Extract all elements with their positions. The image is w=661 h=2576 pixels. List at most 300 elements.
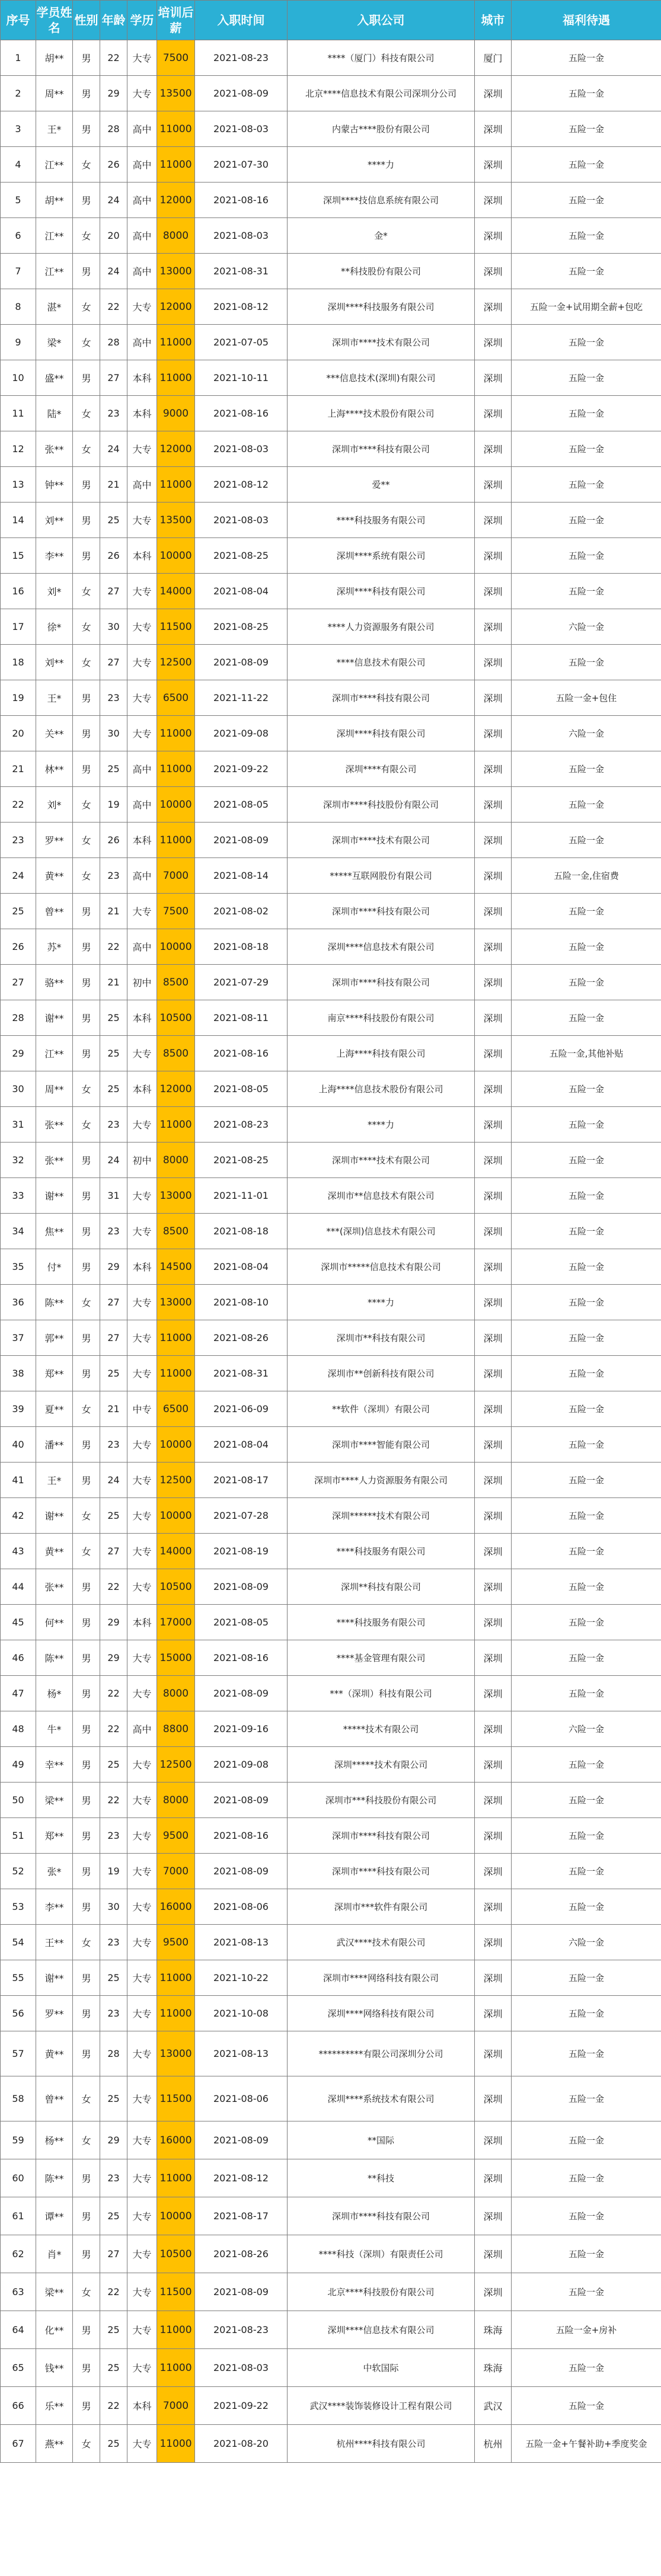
- cell-no: 38: [1, 1356, 36, 1391]
- cell-name: 谢**: [36, 1178, 73, 1214]
- cell-gender: 女: [73, 1498, 100, 1534]
- cell-salary: 10000: [157, 929, 195, 965]
- cell-age: 28: [100, 2031, 127, 2076]
- cell-company: **国际: [288, 2121, 475, 2159]
- cell-salary: 11500: [157, 2273, 195, 2311]
- cell-name: 焦**: [36, 1214, 73, 1249]
- cell-name: 李**: [36, 538, 73, 574]
- cell-city: 深圳: [475, 1107, 512, 1143]
- cell-name: 谢**: [36, 1498, 73, 1534]
- cell-gender: 女: [73, 2425, 100, 2463]
- cell-company: **********有限公司深圳分公司: [288, 2031, 475, 2076]
- cell-name: 陈**: [36, 1640, 73, 1676]
- table-row: [1, 680, 661, 716]
- cell-edu: 本科: [127, 823, 157, 858]
- cell-age: 23: [100, 1427, 127, 1463]
- cell-no: 10: [1, 360, 36, 396]
- cell-salary: 11000: [157, 751, 195, 787]
- table-row: [1, 574, 661, 609]
- cell-welfare: 六险一金: [512, 1925, 661, 1960]
- cell-edu: 大专: [127, 1463, 157, 1498]
- cell-company: 深圳市****科技有限公司: [288, 431, 475, 467]
- table-row: [1, 431, 661, 467]
- cell-age: 23: [100, 858, 127, 894]
- cell-age: 23: [100, 2159, 127, 2197]
- cell-gender: 女: [73, 2273, 100, 2311]
- cell-name: 江**: [36, 218, 73, 254]
- cell-gender: 男: [73, 1249, 100, 1285]
- cell-date: 2021-08-03: [195, 503, 288, 538]
- cell-gender: 男: [73, 1143, 100, 1178]
- table-row: [1, 716, 661, 751]
- cell-edu: 大专: [127, 1676, 157, 1711]
- table-row: [1, 1747, 661, 1783]
- cell-salary: 8500: [157, 965, 195, 1000]
- cell-gender: 女: [73, 147, 100, 183]
- cell-welfare: 五险一金: [512, 2121, 661, 2159]
- cell-no: 65: [1, 2349, 36, 2387]
- cell-date: 2021-11-22: [195, 680, 288, 716]
- table-row: [1, 1143, 661, 1178]
- cell-company: ****（厦门）科技有限公司: [288, 40, 475, 76]
- cell-date: 2021-10-22: [195, 1960, 288, 1996]
- cell-city: 深圳: [475, 1747, 512, 1783]
- cell-edu: 大专: [127, 1569, 157, 1605]
- cell-name: 黄**: [36, 858, 73, 894]
- cell-gender: 男: [73, 2311, 100, 2349]
- cell-gender: 男: [73, 1747, 100, 1783]
- cell-city: 深圳: [475, 929, 512, 965]
- table-row: [1, 1818, 661, 1854]
- cell-age: 22: [100, 1783, 127, 1818]
- cell-edu: 大专: [127, 645, 157, 680]
- cell-salary: 11000: [157, 1320, 195, 1356]
- cell-company: 深圳市****网络科技有限公司: [288, 1960, 475, 1996]
- cell-salary: 7000: [157, 858, 195, 894]
- cell-name: 江**: [36, 254, 73, 289]
- cell-company: **科技股份有限公司: [288, 254, 475, 289]
- cell-age: 25: [100, 503, 127, 538]
- cell-welfare: 五险一金: [512, 751, 661, 787]
- cell-date: 2021-08-06: [195, 1889, 288, 1925]
- cell-date: 2021-08-03: [195, 218, 288, 254]
- cell-edu: 高中: [127, 1711, 157, 1747]
- cell-date: 2021-09-08: [195, 1747, 288, 1783]
- cell-date: 2021-08-09: [195, 1854, 288, 1889]
- cell-city: 深圳: [475, 1676, 512, 1711]
- cell-age: 21: [100, 1391, 127, 1427]
- cell-date: 2021-07-29: [195, 965, 288, 1000]
- cell-date: 2021-08-13: [195, 2031, 288, 2076]
- cell-edu: 大专: [127, 1107, 157, 1143]
- cell-company: *****技术有限公司: [288, 1711, 475, 1747]
- table-row: [1, 1000, 661, 1036]
- table-row: [1, 645, 661, 680]
- cell-gender: 男: [73, 254, 100, 289]
- cell-name: 湛*: [36, 289, 73, 325]
- cell-edu: 大专: [127, 1356, 157, 1391]
- cell-welfare: 五险一金: [512, 396, 661, 431]
- cell-name: 钱**: [36, 2349, 73, 2387]
- cell-city: 珠海: [475, 2349, 512, 2387]
- cell-welfare: 五险一金+房补: [512, 2311, 661, 2349]
- cell-age: 29: [100, 1249, 127, 1285]
- cell-company: 深圳市****智能有限公司: [288, 1427, 475, 1463]
- cell-gender: 女: [73, 1391, 100, 1427]
- cell-name: 乐**: [36, 2387, 73, 2425]
- cell-salary: 16000: [157, 1889, 195, 1925]
- cell-edu: 本科: [127, 538, 157, 574]
- cell-no: 9: [1, 325, 36, 360]
- cell-gender: 女: [73, 787, 100, 823]
- cell-date: 2021-08-09: [195, 1783, 288, 1818]
- cell-welfare: 五险一金: [512, 965, 661, 1000]
- cell-date: 2021-09-22: [195, 2387, 288, 2425]
- cell-edu: 大专: [127, 2311, 157, 2349]
- cell-gender: 男: [73, 1320, 100, 1356]
- cell-date: 2021-08-11: [195, 1000, 288, 1036]
- cell-edu: 本科: [127, 1071, 157, 1107]
- cell-edu: 初中: [127, 965, 157, 1000]
- table-row: [1, 1320, 661, 1356]
- cell-name: 黄**: [36, 2031, 73, 2076]
- cell-salary: 17000: [157, 1605, 195, 1640]
- cell-company: 深圳****信息技术有限公司: [288, 2311, 475, 2349]
- cell-no: 60: [1, 2159, 36, 2197]
- cell-age: 23: [100, 1996, 127, 2031]
- cell-gender: 男: [73, 1036, 100, 1071]
- cell-age: 25: [100, 1747, 127, 1783]
- cell-name: 苏*: [36, 929, 73, 965]
- cell-date: 2021-08-14: [195, 858, 288, 894]
- cell-gender: 男: [73, 40, 100, 76]
- cell-edu: 本科: [127, 1249, 157, 1285]
- cell-no: 5: [1, 183, 36, 218]
- cell-edu: 大专: [127, 1818, 157, 1854]
- cell-welfare: 五险一金: [512, 503, 661, 538]
- cell-salary: 13500: [157, 503, 195, 538]
- cell-salary: 9500: [157, 1818, 195, 1854]
- cell-date: 2021-08-03: [195, 111, 288, 147]
- cell-company: ****人力资源服务有限公司: [288, 609, 475, 645]
- cell-edu: 初中: [127, 1143, 157, 1178]
- cell-edu: 大专: [127, 1285, 157, 1320]
- cell-city: 深圳: [475, 1960, 512, 1996]
- cell-edu: 大专: [127, 716, 157, 751]
- cell-city: 深圳: [475, 1391, 512, 1427]
- cell-salary: 8500: [157, 1214, 195, 1249]
- cell-no: 1: [1, 40, 36, 76]
- cell-no: 66: [1, 2387, 36, 2425]
- table-row: [1, 1178, 661, 1214]
- cell-gender: 男: [73, 360, 100, 396]
- cell-welfare: 五险一金: [512, 2273, 661, 2311]
- header-city: 城市: [475, 1, 512, 40]
- cell-company: 深圳*****技术有限公司: [288, 1747, 475, 1783]
- cell-company: ****力: [288, 147, 475, 183]
- cell-age: 24: [100, 1463, 127, 1498]
- cell-gender: 女: [73, 645, 100, 680]
- cell-welfare: 五险一金: [512, 2159, 661, 2197]
- cell-welfare: 五险一金: [512, 360, 661, 396]
- cell-age: 25: [100, 751, 127, 787]
- cell-age: 24: [100, 431, 127, 467]
- cell-gender: 男: [73, 467, 100, 503]
- cell-city: 深圳: [475, 716, 512, 751]
- cell-welfare: 五险一金: [512, 929, 661, 965]
- cell-edu: 大专: [127, 2235, 157, 2273]
- cell-city: 杭州: [475, 2425, 512, 2463]
- cell-company: 杭州****科技有限公司: [288, 2425, 475, 2463]
- cell-age: 26: [100, 147, 127, 183]
- cell-edu: 大专: [127, 1534, 157, 1569]
- cell-no: 63: [1, 2273, 36, 2311]
- cell-company: 深圳市***科技股份有限公司: [288, 1783, 475, 1818]
- cell-no: 6: [1, 218, 36, 254]
- cell-company: 爱**: [288, 467, 475, 503]
- cell-welfare: 六险一金: [512, 716, 661, 751]
- cell-name: 刘*: [36, 787, 73, 823]
- table-row: [1, 751, 661, 787]
- cell-date: 2021-09-22: [195, 751, 288, 787]
- cell-no: 54: [1, 1925, 36, 1960]
- cell-name: 夏**: [36, 1391, 73, 1427]
- cell-age: 27: [100, 574, 127, 609]
- cell-company: 深圳****信息技术有限公司: [288, 929, 475, 965]
- cell-date: 2021-08-18: [195, 929, 288, 965]
- cell-welfare: 五险一金: [512, 40, 661, 76]
- cell-date: 2021-08-26: [195, 1320, 288, 1356]
- cell-name: 曾**: [36, 2076, 73, 2121]
- cell-company: 武汉****技术有限公司: [288, 1925, 475, 1960]
- table-row: [1, 2235, 661, 2273]
- cell-company: 金*: [288, 218, 475, 254]
- cell-salary: 8000: [157, 218, 195, 254]
- cell-name: 江**: [36, 1036, 73, 1071]
- cell-name: 胡**: [36, 40, 73, 76]
- cell-welfare: 六险一金: [512, 609, 661, 645]
- cell-no: 61: [1, 2197, 36, 2235]
- cell-gender: 女: [73, 823, 100, 858]
- cell-salary: 13500: [157, 76, 195, 111]
- table-row: [1, 787, 661, 823]
- cell-date: 2021-08-13: [195, 1925, 288, 1960]
- cell-company: 深圳****科技有限公司: [288, 716, 475, 751]
- cell-gender: 女: [73, 2076, 100, 2121]
- cell-name: 化**: [36, 2311, 73, 2349]
- cell-company: 深圳市****技术有限公司: [288, 823, 475, 858]
- cell-no: 44: [1, 1569, 36, 1605]
- cell-salary: 11000: [157, 2349, 195, 2387]
- cell-welfare: 五险一金: [512, 1889, 661, 1925]
- table-row: [1, 1071, 661, 1107]
- cell-welfare: 五险一金: [512, 1143, 661, 1178]
- cell-gender: 男: [73, 1960, 100, 1996]
- cell-no: 40: [1, 1427, 36, 1463]
- cell-age: 22: [100, 1676, 127, 1711]
- cell-edu: 大专: [127, 1036, 157, 1071]
- cell-edu: 大专: [127, 1783, 157, 1818]
- cell-city: 深圳: [475, 183, 512, 218]
- cell-edu: 大专: [127, 2349, 157, 2387]
- cell-edu: 高中: [127, 858, 157, 894]
- cell-name: 肖*: [36, 2235, 73, 2273]
- cell-no: 57: [1, 2031, 36, 2076]
- cell-date: 2021-08-25: [195, 1143, 288, 1178]
- table-row: [1, 1036, 661, 1071]
- cell-age: 27: [100, 1285, 127, 1320]
- cell-name: 王*: [36, 1463, 73, 1498]
- cell-edu: 大专: [127, 1889, 157, 1925]
- cell-salary: 11000: [157, 1996, 195, 2031]
- table-row: [1, 1285, 661, 1320]
- header-salary: 培训后薪: [157, 1, 195, 40]
- cell-company: 深圳市****技术有限公司: [288, 1143, 475, 1178]
- header-edu: 学历: [127, 1, 157, 40]
- cell-name: 骆**: [36, 965, 73, 1000]
- cell-salary: 11000: [157, 147, 195, 183]
- cell-edu: 本科: [127, 2387, 157, 2425]
- cell-city: 深圳: [475, 1356, 512, 1391]
- cell-date: 2021-08-23: [195, 40, 288, 76]
- table-row: [1, 111, 661, 147]
- cell-no: 31: [1, 1107, 36, 1143]
- cell-company: ****信息技术有限公司: [288, 645, 475, 680]
- cell-age: 22: [100, 40, 127, 76]
- cell-no: 7: [1, 254, 36, 289]
- cell-city: 深圳: [475, 538, 512, 574]
- cell-city: 深圳: [475, 111, 512, 147]
- cell-city: 深圳: [475, 1036, 512, 1071]
- cell-date: 2021-08-02: [195, 894, 288, 929]
- cell-welfare: 五险一金: [512, 325, 661, 360]
- cell-no: 18: [1, 645, 36, 680]
- cell-age: 23: [100, 1214, 127, 1249]
- cell-age: 25: [100, 1498, 127, 1534]
- cell-city: 深圳: [475, 823, 512, 858]
- cell-gender: 男: [73, 1640, 100, 1676]
- cell-salary: 12500: [157, 645, 195, 680]
- cell-age: 29: [100, 1605, 127, 1640]
- cell-date: 2021-10-11: [195, 360, 288, 396]
- cell-gender: 女: [73, 218, 100, 254]
- cell-no: 56: [1, 1996, 36, 2031]
- cell-city: 深圳: [475, 894, 512, 929]
- cell-company: 深圳市**科技有限公司: [288, 1320, 475, 1356]
- cell-welfare: 五险一金: [512, 147, 661, 183]
- cell-salary: 10500: [157, 1569, 195, 1605]
- table-row: [1, 503, 661, 538]
- cell-gender: 男: [73, 1854, 100, 1889]
- cell-city: 武汉: [475, 2387, 512, 2425]
- cell-company: ****力: [288, 1107, 475, 1143]
- table-row: [1, 1676, 661, 1711]
- table-row: [1, 1569, 661, 1605]
- cell-name: 何**: [36, 1605, 73, 1640]
- cell-edu: 大专: [127, 1996, 157, 2031]
- cell-salary: 12500: [157, 1747, 195, 1783]
- cell-company: 武汉****装饰装修设计工程有限公司: [288, 2387, 475, 2425]
- cell-date: 2021-08-03: [195, 2349, 288, 2387]
- cell-date: 2021-08-20: [195, 2425, 288, 2463]
- cell-salary: 16000: [157, 2121, 195, 2159]
- cell-salary: 11000: [157, 111, 195, 147]
- cell-age: 25: [100, 1000, 127, 1036]
- cell-age: 19: [100, 787, 127, 823]
- cell-age: 22: [100, 2273, 127, 2311]
- cell-welfare: 五险一金: [512, 111, 661, 147]
- cell-no: 8: [1, 289, 36, 325]
- cell-company: 深圳市**信息技术有限公司: [288, 1178, 475, 1214]
- cell-date: 2021-08-17: [195, 2197, 288, 2235]
- table-row: [1, 1605, 661, 1640]
- table-row: [1, 1498, 661, 1534]
- cell-age: 29: [100, 2121, 127, 2159]
- cell-salary: 11000: [157, 2311, 195, 2349]
- cell-welfare: 五险一金: [512, 1000, 661, 1036]
- cell-gender: 女: [73, 1071, 100, 1107]
- cell-edu: 大专: [127, 680, 157, 716]
- cell-gender: 女: [73, 1534, 100, 1569]
- cell-city: 深圳: [475, 360, 512, 396]
- cell-city: 深圳: [475, 1143, 512, 1178]
- cell-edu: 大专: [127, 2197, 157, 2235]
- cell-edu: 大专: [127, 40, 157, 76]
- cell-no: 2: [1, 76, 36, 111]
- cell-name: 钟**: [36, 467, 73, 503]
- cell-age: 25: [100, 1036, 127, 1071]
- cell-gender: 女: [73, 858, 100, 894]
- header-row: [1, 1, 661, 40]
- cell-gender: 女: [73, 325, 100, 360]
- cell-name: 刘**: [36, 645, 73, 680]
- cell-date: 2021-10-08: [195, 1996, 288, 2031]
- cell-city: 深圳: [475, 1889, 512, 1925]
- cell-edu: 大专: [127, 431, 157, 467]
- cell-company: 上海****科技有限公司: [288, 1036, 475, 1071]
- cell-welfare: 五险一金: [512, 1249, 661, 1285]
- cell-city: 深圳: [475, 431, 512, 467]
- cell-gender: 男: [73, 1000, 100, 1036]
- cell-edu: 大专: [127, 76, 157, 111]
- cell-city: 深圳: [475, 645, 512, 680]
- table-row: [1, 1854, 661, 1889]
- cell-welfare: 六险一金: [512, 1711, 661, 1747]
- cell-name: 盛**: [36, 360, 73, 396]
- cell-name: 王*: [36, 111, 73, 147]
- cell-gender: 男: [73, 965, 100, 1000]
- cell-no: 59: [1, 2121, 36, 2159]
- cell-city: 深圳: [475, 965, 512, 1000]
- cell-age: 25: [100, 2349, 127, 2387]
- cell-date: 2021-08-16: [195, 1640, 288, 1676]
- cell-date: 2021-07-28: [195, 1498, 288, 1534]
- cell-company: 深圳****系统有限公司: [288, 538, 475, 574]
- cell-no: 42: [1, 1498, 36, 1534]
- cell-edu: 大专: [127, 1960, 157, 1996]
- cell-edu: 大专: [127, 609, 157, 645]
- cell-welfare: 五险一金: [512, 1356, 661, 1391]
- cell-city: 深圳: [475, 1534, 512, 1569]
- cell-gender: 男: [73, 1711, 100, 1747]
- cell-no: 30: [1, 1071, 36, 1107]
- cell-name: 胡**: [36, 183, 73, 218]
- cell-company: 内蒙古****股份有限公司: [288, 111, 475, 147]
- cell-name: 徐*: [36, 609, 73, 645]
- table-row: [1, 360, 661, 396]
- cell-name: 黄**: [36, 1534, 73, 1569]
- cell-no: 62: [1, 2235, 36, 2273]
